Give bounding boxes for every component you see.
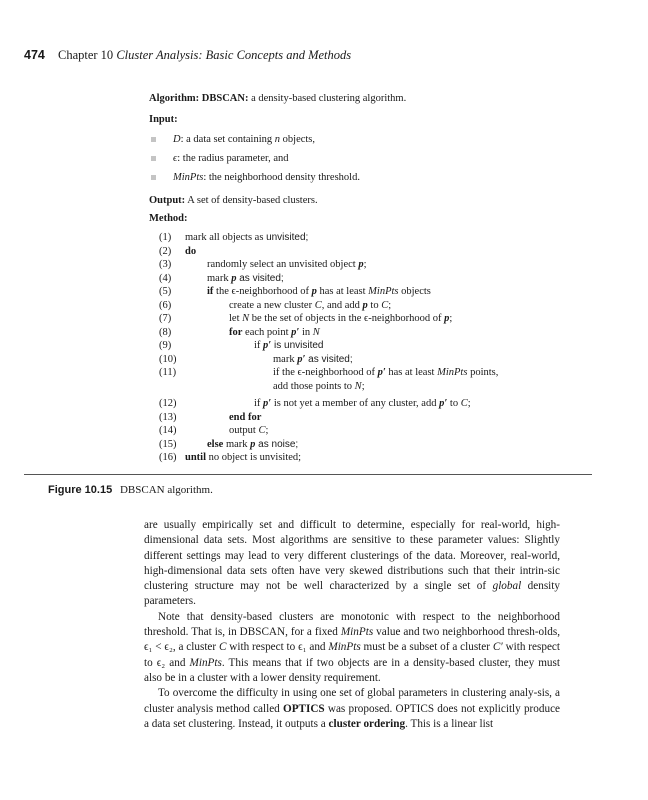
figure-divider [24, 474, 592, 475]
step-15: (15) else mark p as noise; [159, 438, 299, 450]
body-text [144, 518, 560, 732]
input-list [149, 133, 549, 185]
figure-label: Figure 10.15 [48, 484, 113, 496]
running-header [24, 48, 351, 63]
output-line: Output: A set of density-based clusters. [149, 195, 318, 206]
step-12: (12) if p′ is not yet a member of any cluster, add p′ to C; [159, 398, 471, 409]
algorithm-box [149, 92, 549, 465]
algorithm-name: Algorithm: DBSCAN: [149, 93, 249, 104]
chapter-title: Cluster Analysis: Basic Concepts and Methods [116, 48, 352, 62]
chapter-number: Chapter 10 [57, 48, 114, 62]
input-item: MinPts: the neighborhood density threshold. [149, 171, 549, 185]
method-label: Method: [149, 213, 188, 224]
step-4: (4) mark p as visited; [159, 272, 284, 284]
input-item: ϵ: the radius parameter, and [149, 152, 549, 166]
input-item: D: a data set containing n objects, [149, 133, 549, 147]
step-6: (6) create a new cluster C, and add p to C; [159, 299, 392, 311]
step-2: (2) do [159, 245, 197, 257]
paragraph: are usually empirically set and difficult to determine, especially for real-world, high-dimensional data sets. Most algorithms are sensitive to these parameter values: Slightly different settings may lead to very different clusterings of the data. Moreover, real-world, high-dimensional data sets often have very skewed distributions such that their intrin-sic clustering structure may not be well characterized by a single set of global density parameters. [144, 519, 560, 608]
step-9: (9) if p′ is unvisited [159, 340, 324, 351]
step-5: (5) if the ϵ-neighborhood of p has at least MinPts objects [159, 286, 431, 297]
step-13: (13) end for [159, 411, 262, 423]
step-11: (11) if the ϵ-neighborhood of p′ has at least MinPts points, [159, 367, 499, 378]
paragraph: Note that density-based clusters are monotonic with respect to the neighborhood threshold. That is, in DBSCAN, for a fixed MinPts value and two neighborhood thresh-olds, ϵ₁ < ϵ₂, a cluster C with respect to ϵ₁ and MinPts must be a subset of a cluster C′ with respect to ϵ₂ and MinPts. This means that if two objects are in a density-based cluster, they must also be in a cluster with a lower density requirement. [144, 610, 560, 684]
step-1: (1) mark all objects as unvisited; [159, 232, 309, 243]
step-8: (8) for each point p′ in N [159, 326, 320, 338]
step-11-continued: add those points to N; [273, 380, 365, 392]
algorithm-title [149, 92, 549, 106]
step-16: (16) until no object is unvisited; [159, 452, 302, 463]
step-7: (7) let N be the set of objects in the ϵ-neighborhood of p; [159, 313, 453, 324]
page-number: 474 [24, 48, 45, 62]
step-10: (10) mark p′ as visited; [159, 353, 353, 365]
figure-caption [48, 484, 213, 496]
step-3: (3) randomly select an unvisited object p; [159, 259, 367, 270]
algorithm-steps [149, 231, 549, 465]
algorithm-description: a density-based clustering algorithm. [251, 93, 407, 104]
input-label: Input: [149, 114, 178, 125]
paragraph: To overcome the difficulty in using one set of global parameters in clustering analy-sis, a cluster analysis method called OPTICS was proposed. OPTICS does not explicitly produce a data set clustering. Instead, it outputs a cluster ordering. This is a linear list [144, 687, 560, 730]
figure-caption-text: DBSCAN algorithm. [119, 484, 213, 496]
step-14: (14) output C; [159, 425, 269, 436]
